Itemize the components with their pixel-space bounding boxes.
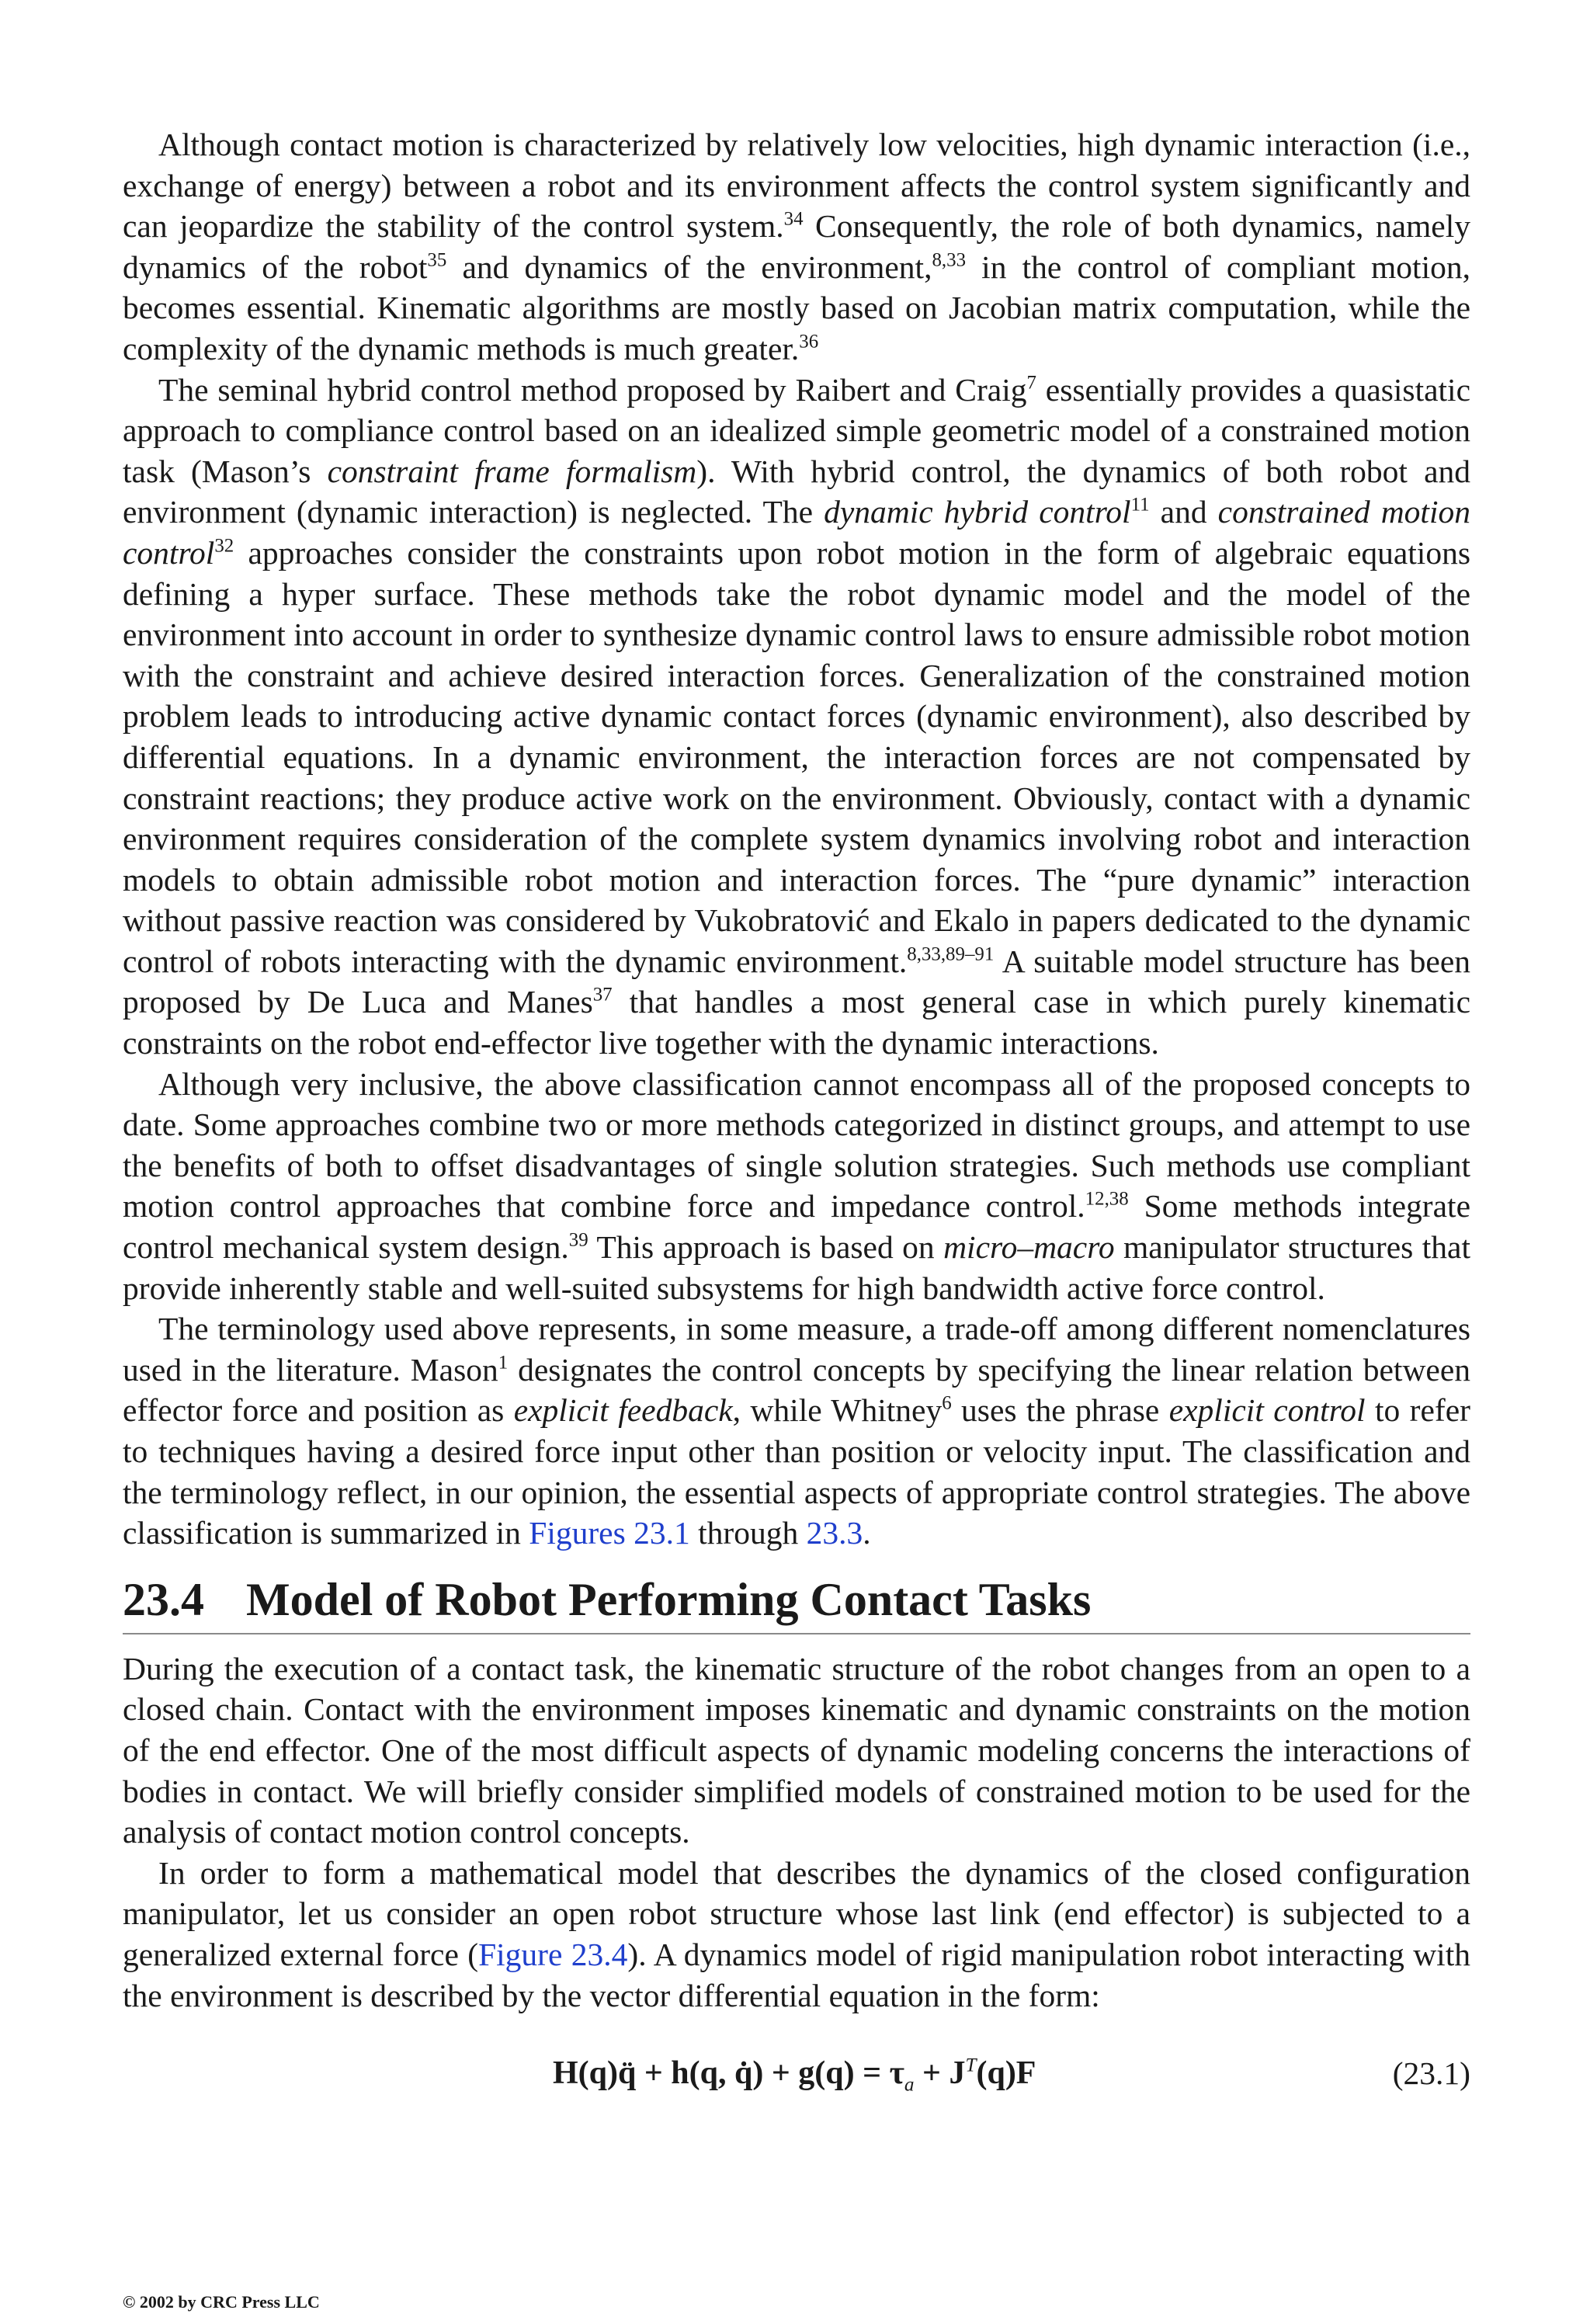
- citation-ref: 1: [498, 1352, 509, 1374]
- citation-ref: 35: [427, 249, 447, 271]
- italic-term: explicit feedback: [513, 1392, 733, 1429]
- text-span: Although contact motion is characterized by relatively low velocities, high dynamic interaction (i.e., exchange of energy) between a robot and its environment affects the control system significantly and can jeopardize the stability of the control system.: [123, 127, 1470, 245]
- figure-link-23-3[interactable]: 23.3: [806, 1515, 863, 1551]
- text-span: designates the control concepts by specifying the linear relation between effector force and position as: [123, 1351, 1470, 1429]
- equation-23-1: [123, 2051, 1470, 2106]
- text-span: that handles a most general case in which purely kinematic constraints on the robot end-effector live together with the dynamic interactions.: [123, 984, 1471, 1061]
- paragraph-6: [123, 1853, 1470, 2016]
- text-span: and: [1149, 494, 1218, 530]
- equation-body: [553, 2055, 1036, 2096]
- text-span: ). A dynamics model of rigid manipulation robot interacting with the environment is described by the vector differential equation in the form:: [123, 1936, 1470, 2013]
- text-span: , while Whitney: [732, 1392, 943, 1429]
- text-span: and dynamics of the environment,: [446, 248, 932, 285]
- eq-term: g(q): [798, 2055, 855, 2092]
- paragraph-2: [123, 370, 1470, 1064]
- citation-ref: 7: [1026, 372, 1036, 394]
- text-span: Although very inclusive, the above classification cannot encompass all of the proposed concepts to date. Some approaches combine two or more methods categorized in distinct groups, and attempt to use the benefits of both to offset disadvantages of single solution strategies. Such methods use compliant motion control approaches that combine force and impedance control.: [123, 1065, 1470, 1225]
- text-span: approaches consider the constraints upon robot motion in the form of algebraic equations defining a hyper surface. These methods take the robot dynamic model and the model of the environment into account in order to synthesize dynamic control laws to ensure admissible robot motion with the constraint and achieve desired interaction forces. Generalization of the constrained motion problem leads to introducing active dynamic contact forces (dynamic environment), also described by differential equations. In a dynamic environment, the interaction forces are not compensated by constraint reactions; they produce active work on the environment. Obviously, contact with a dynamic environment requires consideration of the complete system dynamics involving robot and interaction models to obtain admissible robot motion and interaction forces. The “pure dynamic” interaction without passive reaction was considered by Vukobratović and Ekalo in papers dedicated to the dynamic control of robots interacting with the dynamic environment.: [123, 534, 1470, 979]
- text-span: In order to form a mathematical model that describes the dynamics of the closed configuration manipulator, let us consider an open robot structure whose last link (end effector) is subjected to a generalized external force (: [123, 1854, 1470, 1972]
- citation-ref: 8,33,89–91: [907, 943, 995, 965]
- copyright-footer: © 2002 by CRC Press LLC: [123, 2292, 320, 2312]
- equation-number: (23.1): [1392, 2055, 1470, 2092]
- text-span: Consequently, the role of both dynamics, namely dynamics of the robot: [123, 208, 1470, 285]
- text-span: During the execution of a contact task, the kinematic structure of the robot changes from an open to a closed chain. Contact with the environment imposes kinematic and dynamic constraints on the motion of the end effector. One of the most difficult aspects of dynamic modeling concerns the interactions of bodies in contact. We will briefly consider simplified models of constrained motion to be used for the analysis of contact motion control concepts.: [123, 1650, 1470, 1850]
- italic-term: constraint frame formalism: [327, 453, 697, 489]
- text-span: to refer to techniques having a desired force input other than position or velocity input. The classification and the terminology reflect, in our opinion, the essential aspects of appropriate control strategies. The above classification is summarized in: [123, 1392, 1470, 1551]
- citation-ref: 37: [592, 985, 613, 1006]
- text-span: .: [863, 1515, 871, 1551]
- eq-term: (q)F: [976, 2055, 1036, 2092]
- text-span: A suitable model structure has been proposed by De Luca and Manes: [123, 943, 1470, 1020]
- text-span: uses the phrase: [951, 1392, 1169, 1429]
- section-number: 23.4: [123, 1573, 204, 1625]
- eq-term: +: [914, 2055, 949, 2092]
- figure-link-23-4[interactable]: Figure 23.4: [478, 1936, 628, 1972]
- eq-term: h(q,: [671, 2055, 734, 2092]
- eq-term: q̇: [734, 2055, 753, 2092]
- text-span: ). With hybrid control, the dynamics of both robot and environment (dynamic interaction) is neglected. The: [123, 453, 1470, 530]
- page-content: [123, 124, 1470, 2106]
- text-span: manipulator structures that provide inherently stable and well-suited subsystems for high bandwidth active force control.: [123, 1229, 1470, 1306]
- italic-term: dynamic hybrid control: [824, 494, 1131, 530]
- eq-term: H(q): [553, 2055, 618, 2092]
- citation-ref: 12,38: [1085, 1189, 1129, 1210]
- paragraph-5: [123, 1648, 1470, 1853]
- text-span: This approach is based on: [588, 1229, 944, 1266]
- citation-ref: 8,33: [932, 249, 967, 271]
- paragraph-1: [123, 124, 1470, 370]
- paragraph-3: [123, 1064, 1470, 1309]
- text-span: The terminology used above represents, in some measure, a trade-off among different nomenclatures used in the literature. Mason: [123, 1311, 1470, 1388]
- paragraph-4: [123, 1308, 1470, 1554]
- eq-tau: τ: [889, 2055, 904, 2092]
- eq-subscript: a: [904, 2074, 915, 2096]
- eq-term: q̈: [618, 2055, 637, 2092]
- eq-term: ) +: [752, 2055, 799, 2092]
- text-span: The seminal hybrid control method proposed by Raibert and Craig: [158, 371, 1027, 408]
- text-span: Some methods integrate control mechanical system design.: [123, 1188, 1470, 1266]
- citation-ref: 36: [799, 331, 819, 353]
- citation-ref: 39: [568, 1229, 588, 1251]
- italic-term: explicit control: [1168, 1392, 1366, 1429]
- text-span: through: [689, 1515, 807, 1551]
- eq-jacobian: J: [949, 2055, 966, 2092]
- eq-term: =: [854, 2055, 890, 2092]
- figure-link-23-1[interactable]: Figures 23.1: [529, 1515, 690, 1551]
- section-title: Model of Robot Performing Contact Tasks: [246, 1573, 1092, 1625]
- eq-superscript: T: [965, 2055, 977, 2076]
- eq-term: +: [636, 2055, 672, 2092]
- citation-ref: 6: [942, 1392, 952, 1414]
- section-heading: [123, 1574, 1470, 1634]
- italic-term: constrained motion control: [123, 494, 1470, 571]
- citation-ref: 34: [783, 208, 804, 230]
- citation-ref: 32: [214, 535, 234, 557]
- text-span: in the control of compliant motion, becomes essential. Kinematic algorithms are mostly based on Jacobian matrix computation, while the complexity of the dynamic methods is much greater.: [123, 248, 1470, 366]
- citation-ref: 11: [1130, 494, 1150, 516]
- text-span: essentially provides a quasistatic approach to compliance control based on an idealized simple geometric model of a constrained motion task (Mason’s: [123, 371, 1471, 489]
- italic-term: micro–macro: [943, 1229, 1115, 1266]
